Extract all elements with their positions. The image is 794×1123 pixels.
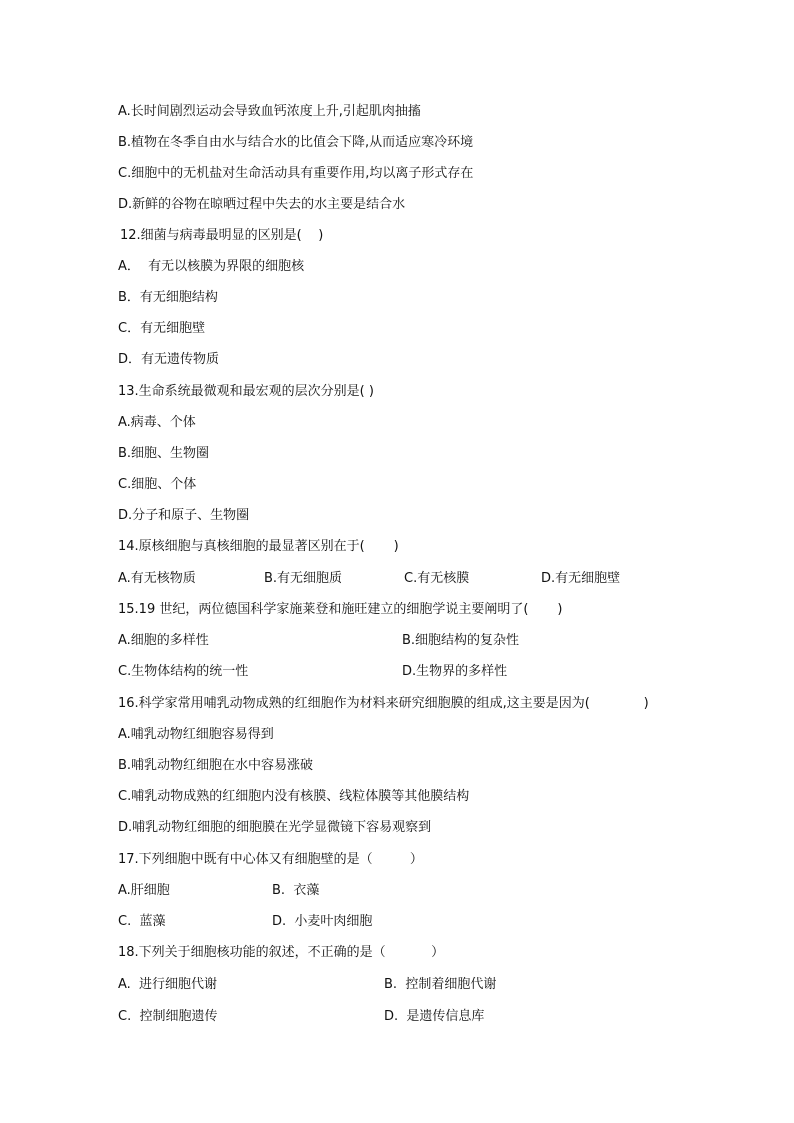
- q11-option-c: C.细胞中的无机盐对生命活动具有重要作用,均以离子形式存在: [118, 166, 474, 181]
- q17-option-a: A.肝细胞: [118, 883, 170, 898]
- q17-option-d: D. 小麦叶肉细胞: [272, 914, 373, 929]
- q13-option-c: C.细胞、个体: [118, 477, 197, 492]
- q14-option-c: C.有无核膜: [404, 571, 470, 586]
- q17-option-b: B. 衣藻: [272, 883, 320, 898]
- q18-option-d: D. 是遗传信息库: [384, 1009, 485, 1024]
- q12-option-d: D．有无遗传物质: [118, 352, 220, 367]
- q12-option-c: C．有无细胞壁: [118, 321, 206, 336]
- q18-option-c: C. 控制细胞遗传: [118, 1009, 218, 1024]
- q17-stem: 17.下列细胞中既有中心体又有细胞壁的是（ ）: [118, 852, 423, 867]
- q15-option-b: B.细胞结构的复杂性: [402, 633, 520, 648]
- q13-stem: 13.生命系统最微观和最宏观的层次分别是( ): [118, 384, 374, 399]
- q18-stem: 18.下列关于细胞核功能的叙述，不正确的是（ ）: [118, 945, 445, 960]
- q14-option-d: D.有无细胞壁: [541, 571, 621, 586]
- q18-option-a: A. 进行细胞代谢: [118, 977, 218, 992]
- q13-option-b: B.细胞、生物圈: [118, 446, 210, 461]
- q16-option-a: A.哺乳动物红细胞容易得到: [118, 727, 274, 742]
- q14-option-a: A.有无核物质: [118, 571, 196, 586]
- q16-stem: 16.科学家常用哺乳动物成熟的红细胞作为材料来研究细胞膜的组成,这主要是因为( ): [118, 696, 649, 711]
- q14-stem: 14.原核细胞与真核细胞的最显著区别在于( ): [118, 539, 399, 554]
- q15-option-c: C.生物体结构的统一性: [118, 664, 249, 679]
- q16-option-b: B.哺乳动物红细胞在水中容易涨破: [118, 758, 314, 773]
- q13-option-d: D.分子和原子、生物圈: [118, 508, 250, 523]
- q11-option-b: B.植物在冬季自由水与结合水的比值会下降,从而适应寒冷环境: [118, 135, 474, 150]
- q15-stem: 15.19 世纪，两位德国科学家施莱登和施旺建立的细胞学说主要阐明了( ): [118, 602, 563, 617]
- q15-option-d: D.生物界的多样性: [402, 664, 508, 679]
- q12-option-a: A． 有无以核膜为界限的细胞核: [118, 259, 305, 274]
- q14-option-b: B.有无细胞质: [264, 571, 343, 586]
- q12-option-b: B．有无细胞结构: [118, 290, 218, 305]
- q18-option-b: B. 控制着细胞代谢: [384, 977, 497, 992]
- q15-option-a: A.细胞的多样性: [118, 633, 209, 648]
- q17-option-c: C. 蓝藻: [118, 914, 166, 929]
- q12-stem: 12.细菌与病毒最明显的区别是( ): [120, 228, 324, 243]
- q11-option-a: A.长时间剧烈运动会导致血钙浓度上升,引起肌肉抽搐: [118, 104, 421, 119]
- q16-option-c: C.哺乳动物成熟的红细胞内没有核膜、线粒体膜等其他膜结构: [118, 789, 470, 804]
- q13-option-a: A.病毒、个体: [118, 415, 196, 430]
- q11-option-d: D.新鲜的谷物在晾晒过程中失去的水主要是结合水: [118, 197, 406, 212]
- q16-option-d: D.哺乳动物红细胞的细胞膜在光学显微镜下容易观察到: [118, 820, 432, 835]
